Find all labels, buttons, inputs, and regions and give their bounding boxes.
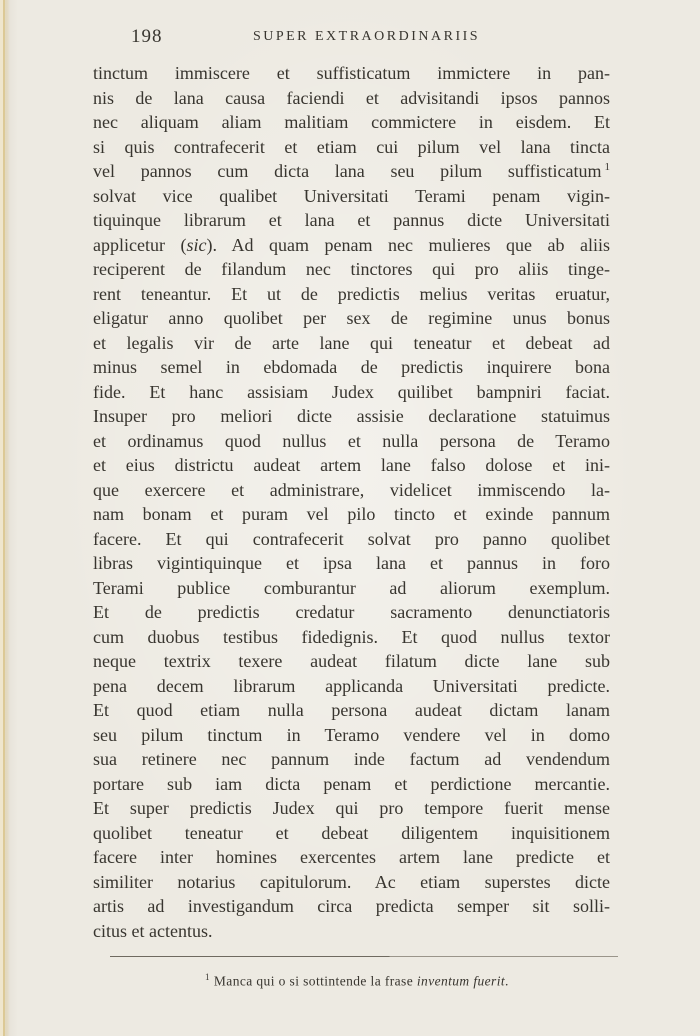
italic-phrase: sic xyxy=(186,234,207,255)
text-segment: vel pannos cum dicta lana seu pilum suffisticatum xyxy=(93,161,602,181)
text-segment: Terami publice comburantur ad aliorum exemplum. xyxy=(93,577,610,598)
text-line xyxy=(93,723,610,748)
text-segment: sua retinere nec pannum inde factum ad vendendum xyxy=(93,749,610,769)
text-line xyxy=(93,919,610,944)
text-line xyxy=(93,894,610,919)
text-segment: Et de predictis credatur sacramento denunctiatoris xyxy=(93,602,610,622)
text-line xyxy=(93,600,610,625)
text-segment: nis de lana causa faciendi et advisitandi ipsos pannos xyxy=(93,87,610,108)
text-line xyxy=(93,429,610,454)
body-text xyxy=(93,61,610,943)
text-segment: portare sub iam dicta penam et perdictione mercantie. xyxy=(93,773,610,794)
text-segment: Et super predictis Judex qui pro tempore fuerit mense xyxy=(93,798,610,818)
text-segment: tiquinque librarum et lana et pannus dicte Universitati xyxy=(93,210,610,230)
text-line xyxy=(93,86,610,111)
text-segment: Et quod etiam nulla persona audeat dictam lanam xyxy=(93,700,610,720)
text-segment: similiter notarius capitulorum. Ac etiam superstes dicte xyxy=(93,871,610,892)
text-line xyxy=(93,355,610,380)
text-line xyxy=(93,576,610,601)
text-line xyxy=(93,527,610,552)
text-segment: seu pilum tinctum in Teramo vendere vel in domo xyxy=(93,724,610,745)
text-line xyxy=(93,478,610,503)
text-line xyxy=(93,110,610,135)
text-line xyxy=(93,698,610,723)
text-segment: cum duobus testibus fidedignis. Et quod nullus textor xyxy=(93,626,610,647)
text-line xyxy=(93,257,610,282)
text-segment: et eius districtu audeat artem lane falso dolose et ini- xyxy=(93,455,610,475)
text-segment: tinctum immiscere et suffisticatum immictere in pan- xyxy=(93,63,610,83)
text-block xyxy=(93,24,610,943)
footnote-separator xyxy=(110,956,618,957)
page-header xyxy=(93,24,610,50)
text-line xyxy=(93,282,610,307)
text-line xyxy=(93,674,610,699)
text-line xyxy=(93,772,610,797)
text-segment: Insuper pro meliori dicte assisie declaratione statuimus xyxy=(93,406,610,426)
text-segment: si quis contrafecerit et etiam cui pilum vel lana tincta xyxy=(93,136,610,157)
text-line xyxy=(93,502,610,527)
text-segment: que exercere et administrare, videlicet immiscendo la- xyxy=(93,479,610,500)
text-line xyxy=(93,331,610,356)
footnote-italic-phrase: inventum fuerit xyxy=(416,973,505,989)
text-line xyxy=(93,61,610,86)
text-line xyxy=(93,870,610,895)
footnote-text: Manca qui o si sottintende la frase xyxy=(213,973,417,989)
text-segment: reciperent de filandum nec tinctores qui pro aliis tinge- xyxy=(93,259,610,279)
text-segment: pena decem librarum applicanda Universitati predicte. xyxy=(93,675,610,696)
text-line xyxy=(93,625,610,650)
text-segment: nam bonam et puram vel pilo tincto et exinde pannum xyxy=(93,504,610,524)
footnote xyxy=(93,972,610,990)
text-line xyxy=(93,747,610,772)
text-segment: fide. Et hanc assisiam Judex quilibet bampniri faciat. xyxy=(93,381,610,402)
text-segment: libras vigintiquinque et ipsa lana et pannus in foro xyxy=(93,553,610,573)
text-line xyxy=(93,821,610,846)
text-segment: eligatur anno quolibet per sex de regimine unus bonus xyxy=(93,308,610,328)
footnote-reference: 1 xyxy=(604,161,610,173)
text-line xyxy=(93,796,610,821)
text-line xyxy=(93,649,610,674)
text-segment: nec aliquam aliam malitiam commictere in eisdem. Et xyxy=(93,112,610,132)
text-segment: rent teneantur. Et ut de predictis melius veritas eruatur, xyxy=(93,283,610,304)
text-segment: neque textrix texere audeat filatum dicte lane sub xyxy=(93,651,610,671)
running-header: SUPER EXTRAORDINARIIS xyxy=(252,29,481,44)
text-line xyxy=(93,404,610,429)
text-line xyxy=(93,551,610,576)
text-line xyxy=(93,233,610,258)
text-segment: minus semel in ebdomada de predictis inquirere bona xyxy=(93,357,610,377)
text-segment: solvat vice qualibet Universitati Terami penam vigin- xyxy=(93,185,610,206)
text-segment: artis ad investigandum circa predicta semper sit solli- xyxy=(93,896,610,916)
text-segment: facere. Et qui contrafecerit solvat pro panno quolibet xyxy=(93,528,610,549)
text-segment: citus et actentus. xyxy=(93,920,213,941)
text-segment: applicetur ( xyxy=(93,234,187,255)
text-segment: et ordinamus quod nullus et nulla persona de Teramo xyxy=(93,430,610,451)
text-line xyxy=(93,135,610,160)
page-number: 198 xyxy=(131,26,163,47)
text-segment: quolibet teneatur et debeat diligentem inquisitionem xyxy=(93,822,610,843)
text-segment: et legalis vir de arte lane qui teneatur et debeat ad xyxy=(93,332,610,353)
text-line xyxy=(93,453,610,478)
text-line xyxy=(93,208,610,233)
page-edge-shadow xyxy=(0,0,10,1036)
footnote-marker: 1 xyxy=(205,972,210,982)
text-line xyxy=(93,184,610,209)
text-line xyxy=(93,845,610,870)
text-segment: facere inter homines exercentes artem lane predicte et xyxy=(93,847,610,867)
footnote-text-end: . xyxy=(505,973,509,989)
text-line xyxy=(93,159,610,184)
text-line xyxy=(93,380,610,405)
text-segment: ). Ad quam penam nec mulieres que ab aliis xyxy=(206,234,610,255)
text-line xyxy=(93,306,610,331)
